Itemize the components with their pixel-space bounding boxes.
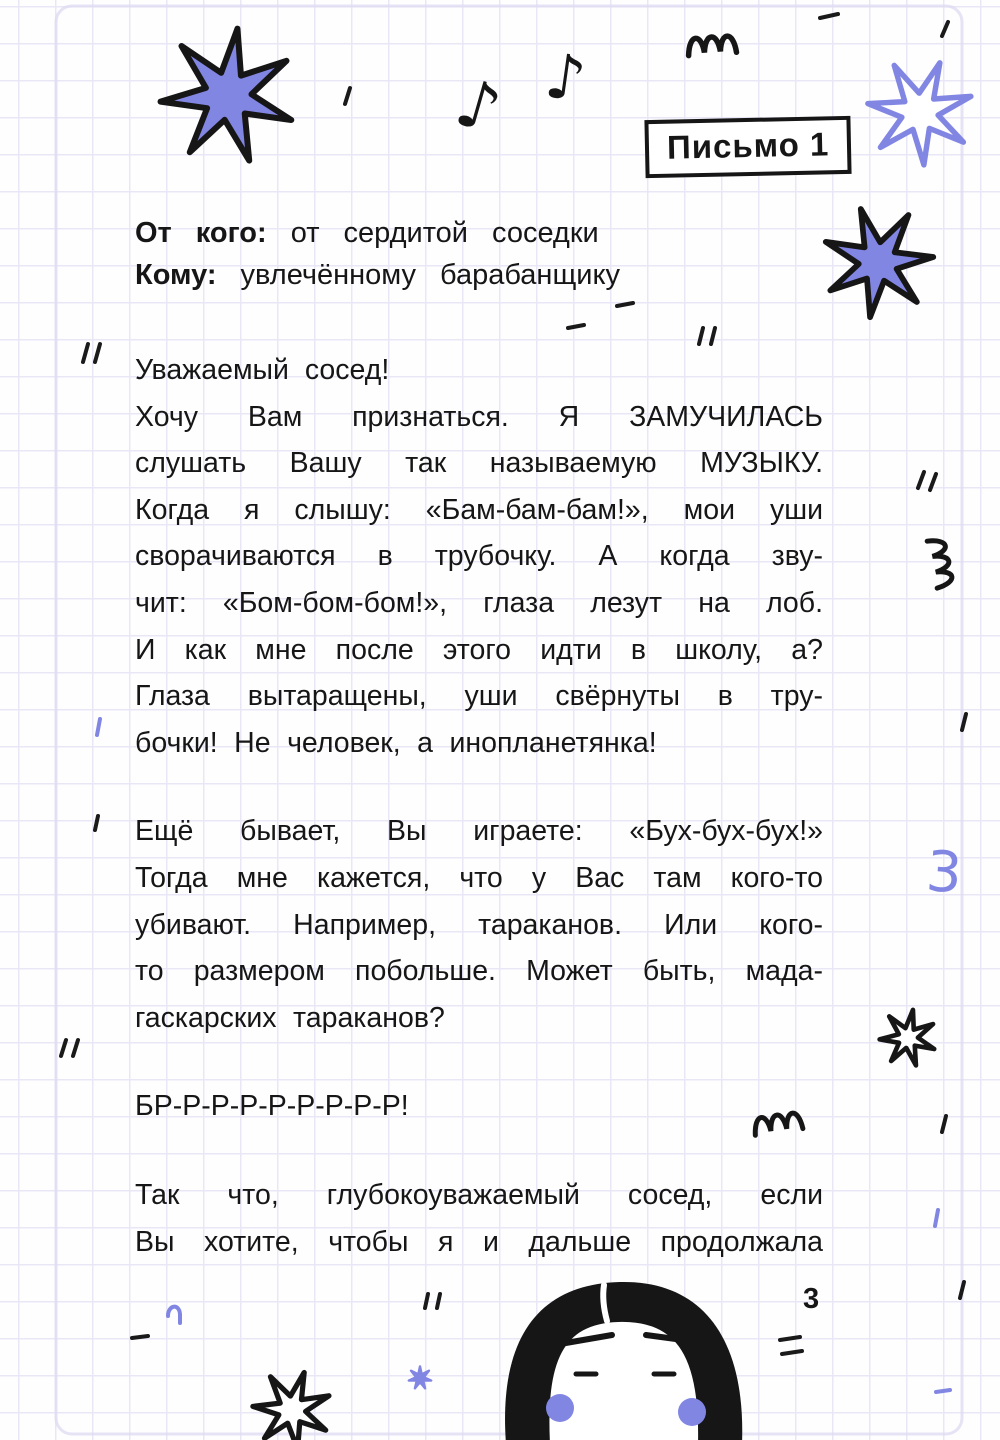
- paragraph-3: [135, 1083, 823, 1130]
- text-line: то размером побольше. Может быть, мада-: [135, 955, 823, 988]
- paragraph-1: [135, 347, 823, 766]
- music-note-icon: ♪: [447, 63, 510, 149]
- text-line: Вы хотите, чтобы я и дальше продолжала: [135, 1225, 823, 1258]
- dash-mark-icon: [617, 303, 633, 306]
- text-line: бочки! Не человек, а инопланетянка!: [135, 726, 657, 759]
- tick-mark-icon: [699, 328, 715, 344]
- tick-mark-icon: [942, 22, 948, 36]
- n-squiggle-icon: [168, 1307, 180, 1323]
- onomatopoeia-line: БР-Р-Р-Р-Р-Р-Р-Р-Р!: [135, 1090, 409, 1123]
- paragraph-2: [135, 808, 823, 1041]
- left-blush: [546, 1394, 574, 1422]
- salutation: Уважаемый сосед!: [135, 354, 390, 386]
- text-line: Тогда мне кажется, что у Вас там кого-то: [135, 861, 823, 894]
- text-line: И как мне после этого идти в школу, а?: [135, 633, 823, 666]
- hair-shape: [505, 1282, 742, 1440]
- text-line: Ещё бывает, Вы играете: «Бух-бух-бух!»: [135, 815, 823, 848]
- text-line: Когда я слышу: «Бам-бам-бам!», мои уши: [135, 493, 823, 526]
- tick-mark-icon: [425, 1294, 440, 1308]
- outline-star-icon: [876, 1005, 940, 1068]
- hair-parting-line: [603, 1285, 607, 1321]
- m-squiggle-icon: [687, 35, 736, 55]
- tick-mark-icon: [935, 1210, 938, 1226]
- w-squiggle-icon: [927, 538, 954, 588]
- text-line: сворачиваются в трубочку. А когда зву-: [135, 540, 823, 573]
- to-value: увлечённому барабанщику: [240, 259, 621, 291]
- tick-mark-icon: [962, 714, 966, 730]
- dash-mark-icon: [568, 325, 584, 328]
- dash-mark-icon: [820, 14, 838, 18]
- to-label: Кому:: [135, 259, 217, 291]
- music-note-icon: ♪: [540, 38, 591, 117]
- text-line: чит: «Бом-бом-бом!», глаза лезут на лоб.: [135, 586, 823, 619]
- page-number: 3: [803, 1283, 820, 1315]
- text-line: слушать Вашу так называемую МУЗЫКУ.: [135, 447, 823, 480]
- burst-star-icon: [154, 19, 303, 165]
- text-line: убивают. Например, тараканов. Или кого-: [135, 908, 823, 941]
- text-line: Хочу Вам признаться. Я ЗАМУЧИЛАСЬ: [135, 400, 823, 433]
- letter-body: [135, 347, 823, 1265]
- dash-mark-icon: [132, 1336, 148, 1338]
- tick-mark-icon: [83, 344, 100, 362]
- right-blush: [678, 1398, 706, 1426]
- paragraph-4: [135, 1172, 823, 1265]
- tick-mark-icon: [942, 1116, 946, 1132]
- from-line: [135, 212, 620, 254]
- letter-meta: [135, 212, 620, 296]
- paragraph-4-lines: [135, 1172, 823, 1265]
- girl-face-illustration: [505, 1282, 742, 1440]
- text-line: гаскарских тараканов?: [135, 1001, 445, 1034]
- dash-mark-icon: [936, 1390, 950, 1392]
- outline-star-icon: [245, 1361, 341, 1440]
- face-shape: [547, 1320, 700, 1440]
- tick-mark-icon: [345, 88, 350, 104]
- from-value: от сердитой соседки: [290, 217, 599, 249]
- from-label: От кого:: [135, 217, 267, 249]
- tick-mark-icon: [95, 816, 98, 830]
- tick-mark-icon: [918, 472, 936, 490]
- right-eyebrow: [646, 1335, 698, 1342]
- dash-mark-icon: [780, 1337, 802, 1354]
- squiggle-three-icon: 3: [924, 839, 965, 907]
- text-line: Так что, глубокоуважаемый сосед, если: [135, 1178, 823, 1211]
- paragraph-2-lines: [135, 808, 823, 1041]
- letter-badge-label: Письмо 1: [666, 125, 830, 166]
- text-line: Глаза вытаращены, уши свёрнуты в тру-: [135, 680, 823, 713]
- paragraph-1-lines: [135, 394, 823, 767]
- tick-mark-icon: [61, 1040, 78, 1056]
- burst-star-icon: [809, 192, 945, 326]
- tick-mark-icon: [97, 719, 100, 735]
- tiny-star-icon: [409, 1366, 431, 1388]
- tick-mark-icon: [960, 1282, 964, 1298]
- to-line: [135, 254, 620, 296]
- outline-star-icon: [854, 44, 987, 176]
- letter-badge: [644, 116, 851, 178]
- left-eyebrow: [560, 1335, 612, 1344]
